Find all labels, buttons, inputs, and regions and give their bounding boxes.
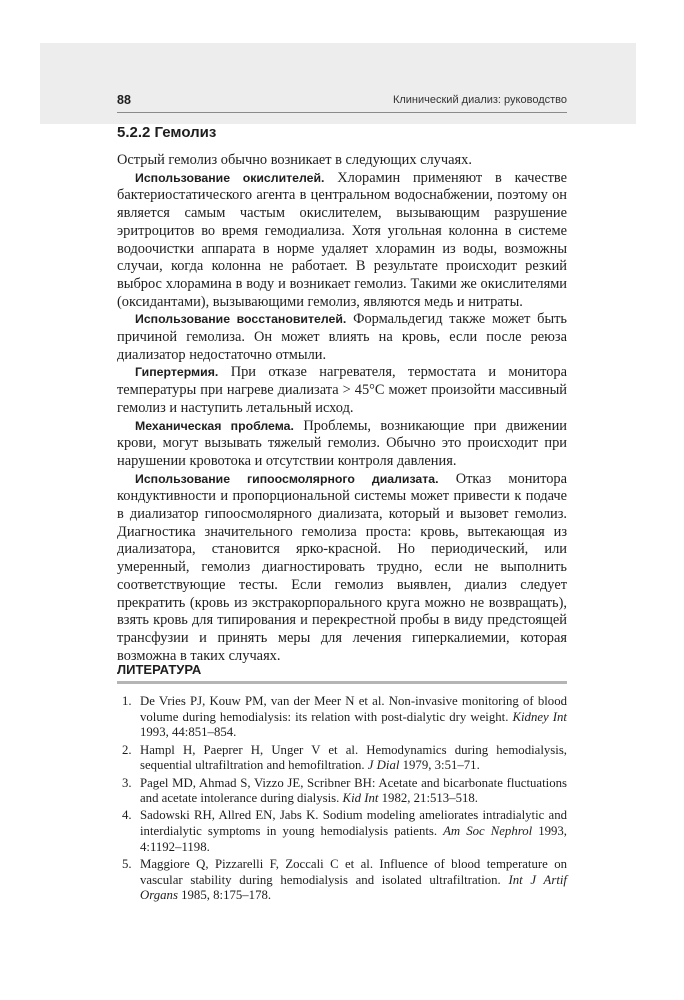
cause-paragraph	[117, 471, 567, 666]
reference-journal: Am Soc Nephrol	[443, 824, 533, 839]
reference-item	[117, 808, 567, 855]
reference-text: Pagel MD, Ahmad S, Vizzo JE, Scribner BH: Acetate and bicarbonate fluctuations and acetate intolerance during dialysis.	[140, 775, 567, 806]
cause-text: Хлорамин применяют в качестве бактериостатического агента в центральном водоснабжении, поэтому он является самым частым окислителем, вызывающим разрушение эритроцитов во время гемодиализа. Хотя угольная колонна в системе водоочистки аппарата в норме удаляет хлорамин из воды, возможны случаи, когда колонна не работает. В результате происходит резкий выброс хлорамина в воду и возникает гемолиз. Такими же окислителями (оксидантами), вызывающими гемолиз, являются медь и нитраты.	[117, 169, 567, 310]
cause-paragraph	[117, 364, 567, 417]
cause-lead: Использование восстановителей.	[135, 312, 347, 327]
reference-item	[117, 694, 567, 741]
cause-lead: Использование окислителей.	[135, 170, 325, 185]
reference-item	[117, 776, 567, 807]
section-intro: Острый гемолиз обычно возникает в следующих случаях.	[117, 152, 472, 168]
reference-tail: 1979, 3:51–71.	[399, 758, 480, 773]
reference-text: Sadowski RH, Allred EN, Jabs K. Sodium modeling ameliorates intradialytic and interdialytic symptoms in young hemodialysis patients.	[140, 808, 567, 839]
cause-text: При отказе нагревателя, термостата и монитора температуры при нагреве диализата > 45°C может произойти массивный гемолиз и наступить летальный исход.	[117, 364, 567, 416]
reference-number: 5.	[122, 857, 132, 872]
cause-paragraph	[117, 311, 567, 364]
reference-number: 4.	[122, 808, 132, 823]
main-content	[117, 122, 567, 665]
reference-text: Maggiore Q, Pizzarelli F, Zoccali C et al. Influence of blood temperature on vascular stability during hemodialysis and isolated ultrafiltration.	[140, 857, 567, 887]
reference-journal: Kid Int	[342, 791, 379, 806]
reference-tail: 1993, 4:1192–1198.	[140, 824, 568, 854]
cause-lead: Механическая проблема.	[135, 418, 294, 433]
reference-tail: 1982, 21:513–518.	[378, 791, 478, 806]
cause-lead: Гипертермия.	[135, 365, 219, 380]
section-title: 5.2.2 Гемолиз	[117, 124, 217, 141]
cause-text: Проблемы, возникающие при движении крови, могут вызывать тяжелый гемолиз. Обычно это происходит при нарушении кровотока и отсутствии контроля давления.	[117, 417, 567, 469]
cause-text: Формальдегид также может быть причиной гемолиза. Он может влиять на кровь, если после реюза диализатор недостаточно отмыли.	[117, 311, 567, 363]
reference-text: De Vries PJ, Kouw PM, van der Meer N et al. Non-invasive monitoring of blood volume during hemodialysis: its relation with post-dialytic dry weight.	[140, 694, 567, 724]
cause-lead: Использование гипоосмолярного диализата.	[135, 471, 439, 486]
reference-tail: 1985, 8:175–178.	[177, 888, 272, 903]
reference-number: 2.	[122, 742, 132, 757]
reference-journal: Int J Artif Organs	[140, 872, 567, 903]
reference-text: Hampl H, Paeprer H, Unger V et al. Hemodynamics during hemodialysis, sequential ultrafiltration and hemofiltration.	[140, 742, 567, 773]
reference-number: 1.	[122, 694, 132, 708]
reference-item	[117, 857, 567, 904]
running-title: Клинический диализ: руководство	[392, 94, 567, 106]
cause-text: Отказ монитора кондуктивности и пропорциональной системы может привести к подаче в диализатор гипоосмолярного диализата, который и вызовет гемолиз. Диагностика значительного гемолиза проста: кровь, вытекающая из диализатора, становится ярко-красной. Но периодический, или умеренный, гемолиз диагностировать трудно, если не выполнить соответствующие тесты. Если гемолиз выявлен, диализ следует прекратить (кровь из экстракорпорального круга можно не возвращать), взять кровь для типирования и перекрестной пробы в виду предстоящей трансфузии и принять меры для лечения гиперкалиемии, которая возможна в таких случаях.	[117, 470, 567, 664]
references-list	[117, 694, 567, 906]
reference-journal: J Dial	[367, 758, 400, 773]
reference-item	[117, 743, 567, 774]
reference-tail: 1993, 44:851–854.	[140, 725, 237, 740]
reference-journal: Kidney Int	[512, 709, 567, 724]
page-number: 88	[117, 93, 131, 107]
running-header	[117, 90, 567, 113]
reference-number: 3.	[122, 775, 132, 790]
cause-paragraph	[117, 170, 567, 312]
cause-paragraph	[117, 418, 567, 471]
references-heading: ЛИТЕРАТУРА	[117, 660, 567, 684]
